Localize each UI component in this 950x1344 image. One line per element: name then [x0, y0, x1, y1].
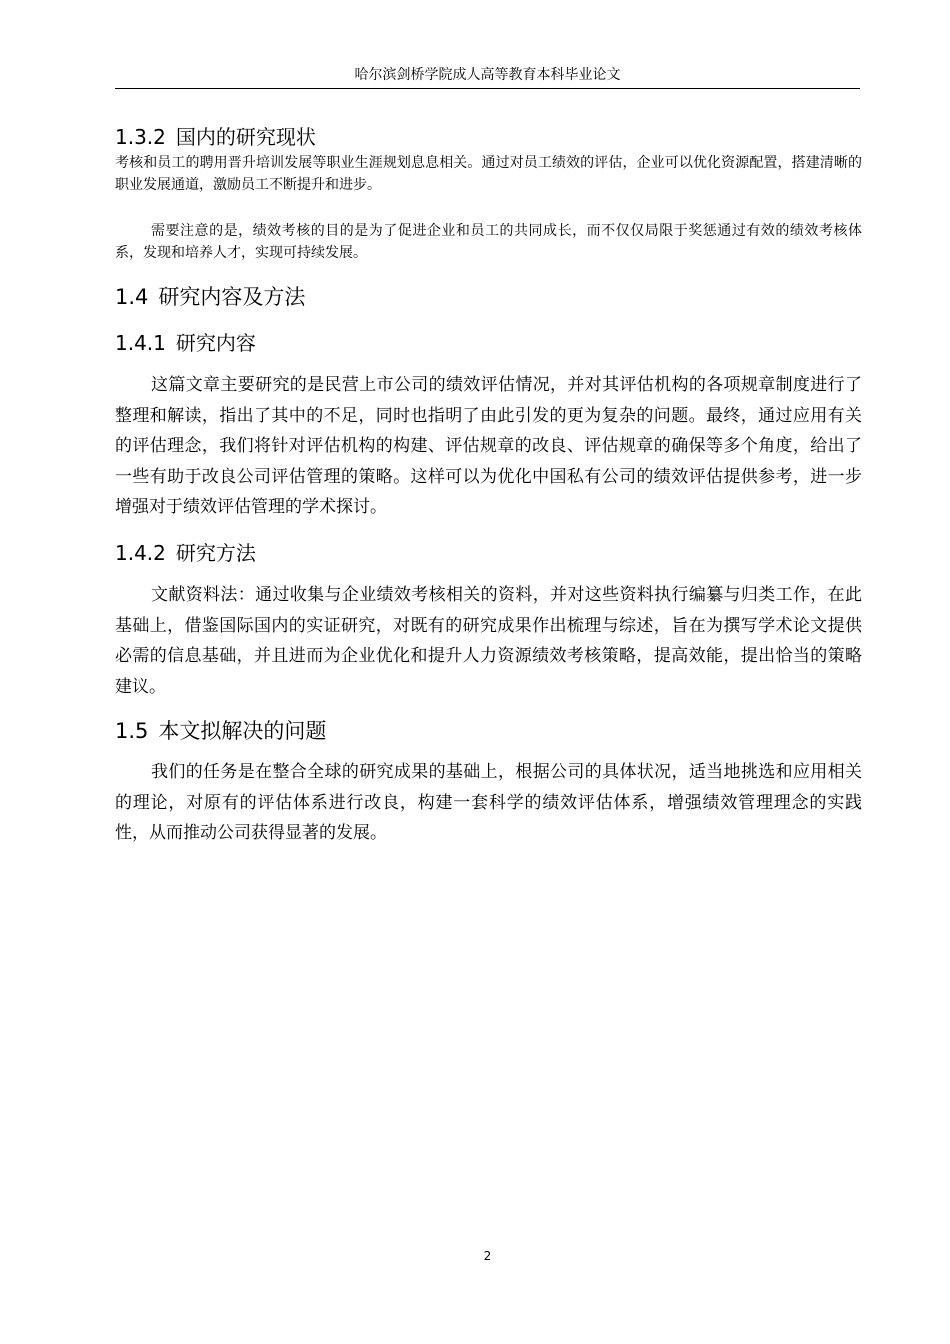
heading-1-4-1 [115, 330, 256, 356]
heading-text: 研究内容及方法 [158, 285, 306, 309]
heading-1-5 [115, 717, 326, 745]
paragraph-1-3-2-b: 需要注意的是，绩效考核的目的是为了促进企业和员工的共同成长，而不仅仅局限于奖惩通过有效的绩效考核体系，发现和培养人才，实现可持续发展。 [115, 223, 862, 261]
header-rule [115, 88, 860, 89]
paragraph-1-4-2: 文献资料法：通过收集与企业绩效考核相关的资料，并对这些资料执行编纂与归类工作，在此基础上，借鉴国际国内的实证研究，对既有的研究成果作出梳理与综述，旨在为撰写学术论文提供必需的信息基础，并且进而为企业优化和提升人力资源绩效考核策略，提高效能，提出恰当的策略建议。 [115, 585, 862, 697]
paragraph-1-3-2-a: 考核和员工的聘用晋升培训发展等职业生涯规划息息相关。通过对员工绩效的评估，企业可以优化资源配置，搭建清晰的职业发展通道，激励员工不断提升和进步。 [115, 155, 862, 193]
heading-number: 1.3.2 [115, 125, 166, 149]
heading-number: 1.4 [115, 285, 149, 309]
heading-text: 研究内容 [175, 331, 256, 355]
heading-1-4 [115, 283, 305, 311]
heading-number: 1.4.1 [115, 331, 166, 355]
running-header: 哈尔滨剑桥学院成人高等教育本科毕业论文 [354, 67, 621, 83]
heading-1-3-2 [115, 124, 316, 150]
paragraph-1-5: 我们的任务是在整合全球的研究成果的基础上，根据公司的具体状况，适当地挑选和应用相关的理论，对原有的评估体系进行改良，构建一套科学的绩效评估体系，增强绩效管理理念的实践性，从而推动公司获得显著的发展。 [115, 762, 862, 843]
paragraph-1-4-1: 这篇文章主要研究的是民营上市公司的绩效评估情况，并对其评估机构的各项规章制度进行了整理和解读，指出了其中的不足，同时也指明了由此引发的更为复杂的问题。最终，通过应用有关的评估理念，我们将针对评估机构的构建、评估规章的改良、评估规章的确保等多个角度，给出了一些有助于改良公司评估管理的策略。这样可以为优化中国私有公司的绩效评估提供参考，进一步增强对于绩效评估管理的学术探讨。 [115, 375, 862, 517]
page-number: 2 [483, 1249, 492, 1263]
heading-number: 1.4.2 [115, 541, 166, 565]
heading-text: 国内的研究现状 [175, 125, 316, 149]
heading-1-4-2 [115, 540, 256, 566]
heading-text: 本文拟解决的问题 [158, 719, 327, 743]
heading-number: 1.5 [115, 719, 149, 743]
heading-text: 研究方法 [175, 541, 256, 565]
